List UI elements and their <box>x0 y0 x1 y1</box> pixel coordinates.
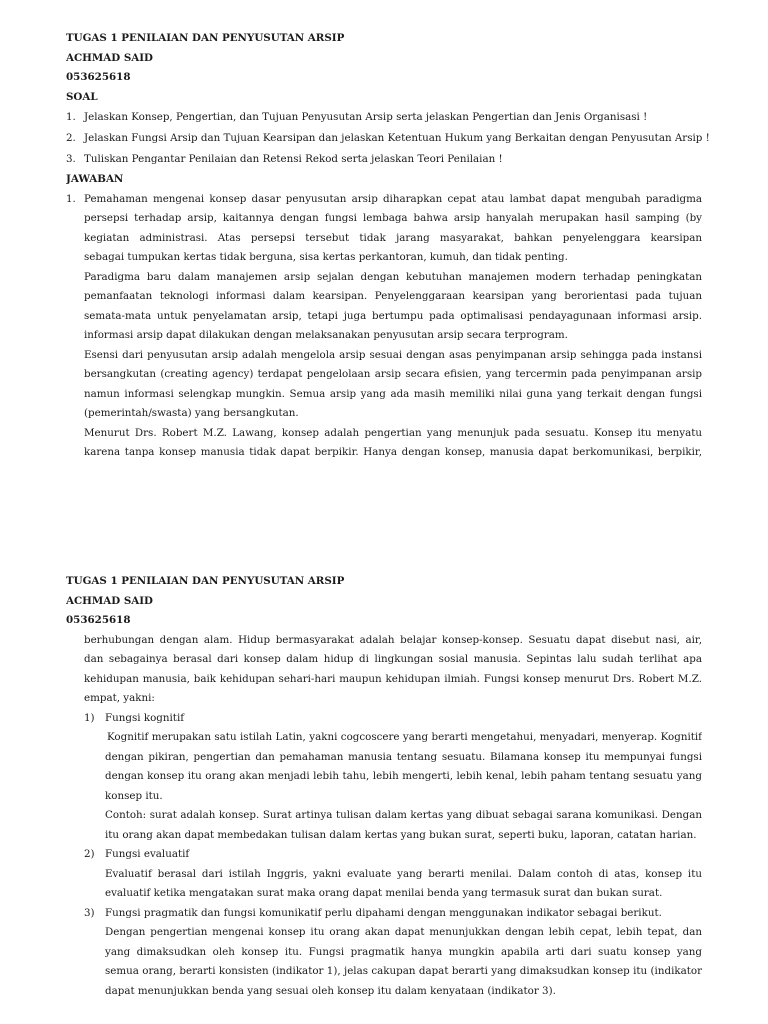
answer-line: Menurut Drs. Robert M.Z. Lawang, konsep adalah pengertian yang menunjuk pada sesuatu. Konsep itu menyatu <box>84 426 702 439</box>
answer-body <box>84 190 702 463</box>
continuation-paragraph <box>66 631 702 709</box>
question-text: Jelaskan Konsep, Pengertian, dan Tujuan Penyusutan Arsip serta jelaskan Pengertian dan Jenis Organisasi ! <box>84 111 648 123</box>
question-text: Jelaskan Fungsi Arsip dan Tujuan Kearsipan dan jelaskan Ketentuan Hukum yang Berkaitan dengan Penyusutan Arsip ! <box>84 132 710 144</box>
soal-heading: SOAL <box>66 90 98 103</box>
item-line: Contoh: surat adalah konsep. Surat artinya tulisan dalam kertas yang dibuat sebagai sarana komunikasi. Dengan <box>105 809 702 821</box>
item-line: semua orang, berarti konsisten (indikator 1), jelas cakupan dapat berarti yang dimaksudkan konsep itu (indikator <box>105 965 702 977</box>
paragraph-line: dan sebagainya berasal dari konsep dalam hidup di lingkungan sosial manusia. Sepintas lalu sudah terlihat apa <box>84 653 702 665</box>
function-item-body <box>66 923 702 1001</box>
question-number: 1. <box>66 111 76 123</box>
item-line: itu orang akan dapat membedakan tulisan dalam kertas yang bukan surat, seperti buku, laporan, catatan harian. <box>105 828 697 841</box>
item-line: evaluatif ketika mengatakan surat maka orang dapat menilai benda yang termasuk surat dan bukan surat. <box>105 887 663 899</box>
answer-line: karena tanpa konsep manusia tidak dapat berpikir. Hanya dengan konsep, manusia dapat berkomunikasi, berpikir, <box>84 446 702 458</box>
answer-item <box>66 190 702 463</box>
question-text: Tuliskan Pengantar Penilaian dan Retensi Rekod serta jelaskan Teori Penilaian ! <box>84 153 503 165</box>
item-heading: Fungsi kognitif <box>105 711 185 724</box>
answer-line: persepsi terhadap arsip, kaitannya dengan fungsi lembaga bahwa arsip hanyalah merupakan hasil samping (by <box>84 212 702 224</box>
answer-line: informasi arsip dapat dilakukan dengan melaksanakan penyusutan arsip secara terprogram. <box>84 329 568 341</box>
item-line: konsep itu. <box>105 789 163 802</box>
answer-number: 1. <box>66 192 76 205</box>
paragraph-line: kehidupan manusia, baik kehidupan sehari-hari maupun kehidupan ilmiah. Fungsi konsep menurut Drs. Robert M.Z. <box>84 672 702 685</box>
function-item-heading <box>66 904 702 924</box>
student-name: ACHMAD SAID <box>66 594 153 607</box>
answer-line: Esensi dari penyusutan arsip adalah mengelola arsip sesuai dengan asas penyimpanan arsip sehingga pada instansi <box>84 348 702 361</box>
paragraph-line: empat, yakni: <box>84 692 155 704</box>
item-line: dengan konsep itu orang akan menjadi lebih tahu, lebih mengerti, lebih kenal, lebih paham tentang sesuatu yang <box>105 770 702 782</box>
item-line: dapat menunjukkan benda yang sesuai oleh konsep itu dalam kenyataan (indikator 3). <box>105 984 556 997</box>
page-1 <box>66 29 710 463</box>
answer-line: Pemahaman mengenai konsep dasar penyusutan arsip diharapkan cepat atau lambat dapat mengubah paradigma <box>84 192 702 205</box>
answer-line: kegiatan administrasi. Atas persepsi tersebut tidak jarang masyarakat, bahkan penyelenggara kearsipan <box>84 231 702 244</box>
item-line: yang dimaksudkan oleh konsep itu. Fungsi pragmatik hanya mungkin apabila arti dari suatu konsep yang <box>105 945 702 958</box>
function-item-body <box>66 865 702 904</box>
item-number: 1) <box>84 711 95 724</box>
answer-line: (pemerintah/swasta) yang bersangkutan. <box>84 407 299 419</box>
answer-line: namun informasi selengkap mungkin. Semua arsip yang ada masih memiliki nilai guna yang terkait dengan fungsi <box>84 387 702 400</box>
function-item-heading <box>66 845 702 865</box>
question-number: 3. <box>66 153 76 165</box>
function-item-heading <box>66 709 702 729</box>
item-number: 3) <box>84 906 95 919</box>
paragraph-line: berhubungan dengan alam. Hidup bermasyarakat adalah belajar konsep-konsep. Sesuatu dapat disebut nasi, air, <box>84 633 702 646</box>
student-name: ACHMAD SAID <box>66 51 153 64</box>
function-item-body <box>66 728 702 845</box>
answer-line: pemanfaatan teknologi informasi dalam kearsipan. Penyelenggaraan kearsipan yang berorientasi pada tujuan <box>84 290 702 302</box>
answer-line: bersangkutan (creating agency) terdapat pengelolaan arsip secara efisien, yang tercermin pada penyimpanan arsip <box>84 368 702 380</box>
item-heading: Fungsi evaluatif <box>105 848 190 860</box>
doc-title: TUGAS 1 PENILAIAN DAN PENYUSUTAN ARSIP <box>66 32 345 44</box>
student-id: 053625618 <box>66 614 131 626</box>
item-heading: Fungsi pragmatik dan fungsi komunikatif perlu dipahami dengan menggunakan indikator sebagai berikut. <box>105 906 662 919</box>
answer-line: semata-mata untuk penyelamatan arsip, tetapi juga bertumpu pada optimalisasi pendayagunaan informasi arsip. <box>84 309 702 322</box>
answer-line: sebagai tumpukan kertas tidak berguna, sisa kertas perkantoran, kumuh, dan tidak penting. <box>84 251 568 263</box>
question-item <box>66 128 710 149</box>
page-2 <box>66 572 702 1001</box>
question-item <box>66 107 702 128</box>
student-id: 053625618 <box>66 71 131 83</box>
item-line: dengan pikiran, pengertian dan pemahaman manusia tentang sesuatu. Bilamana konsep itu mempunyai fungsi <box>105 750 702 763</box>
question-item <box>66 149 702 170</box>
item-line: Kognitif merupakan satu istilah Latin, yakni cogcoscere yang berarti mengetahui, menyadari, menyerap. Kognitif <box>107 731 702 743</box>
answer-line: Paradigma baru dalam manajemen arsip sejalan dengan kebutuhan manajemen modern terhadap peningkatan <box>84 270 702 283</box>
item-line: Evaluatif berasal dari istilah Inggris, yakni evaluate yang berarti menilai. Dalam contoh di atas, konsep itu <box>105 867 702 880</box>
question-number: 2. <box>66 132 76 144</box>
jawaban-heading: JAWABAN <box>66 173 124 185</box>
doc-title: TUGAS 1 PENILAIAN DAN PENYUSUTAN ARSIP <box>66 575 345 587</box>
item-line: Dengan pengertian mengenai konsep itu orang akan dapat menunjukkan dengan lebih cepat, lebih tepat, dan <box>105 926 702 938</box>
item-number: 2) <box>84 848 95 860</box>
